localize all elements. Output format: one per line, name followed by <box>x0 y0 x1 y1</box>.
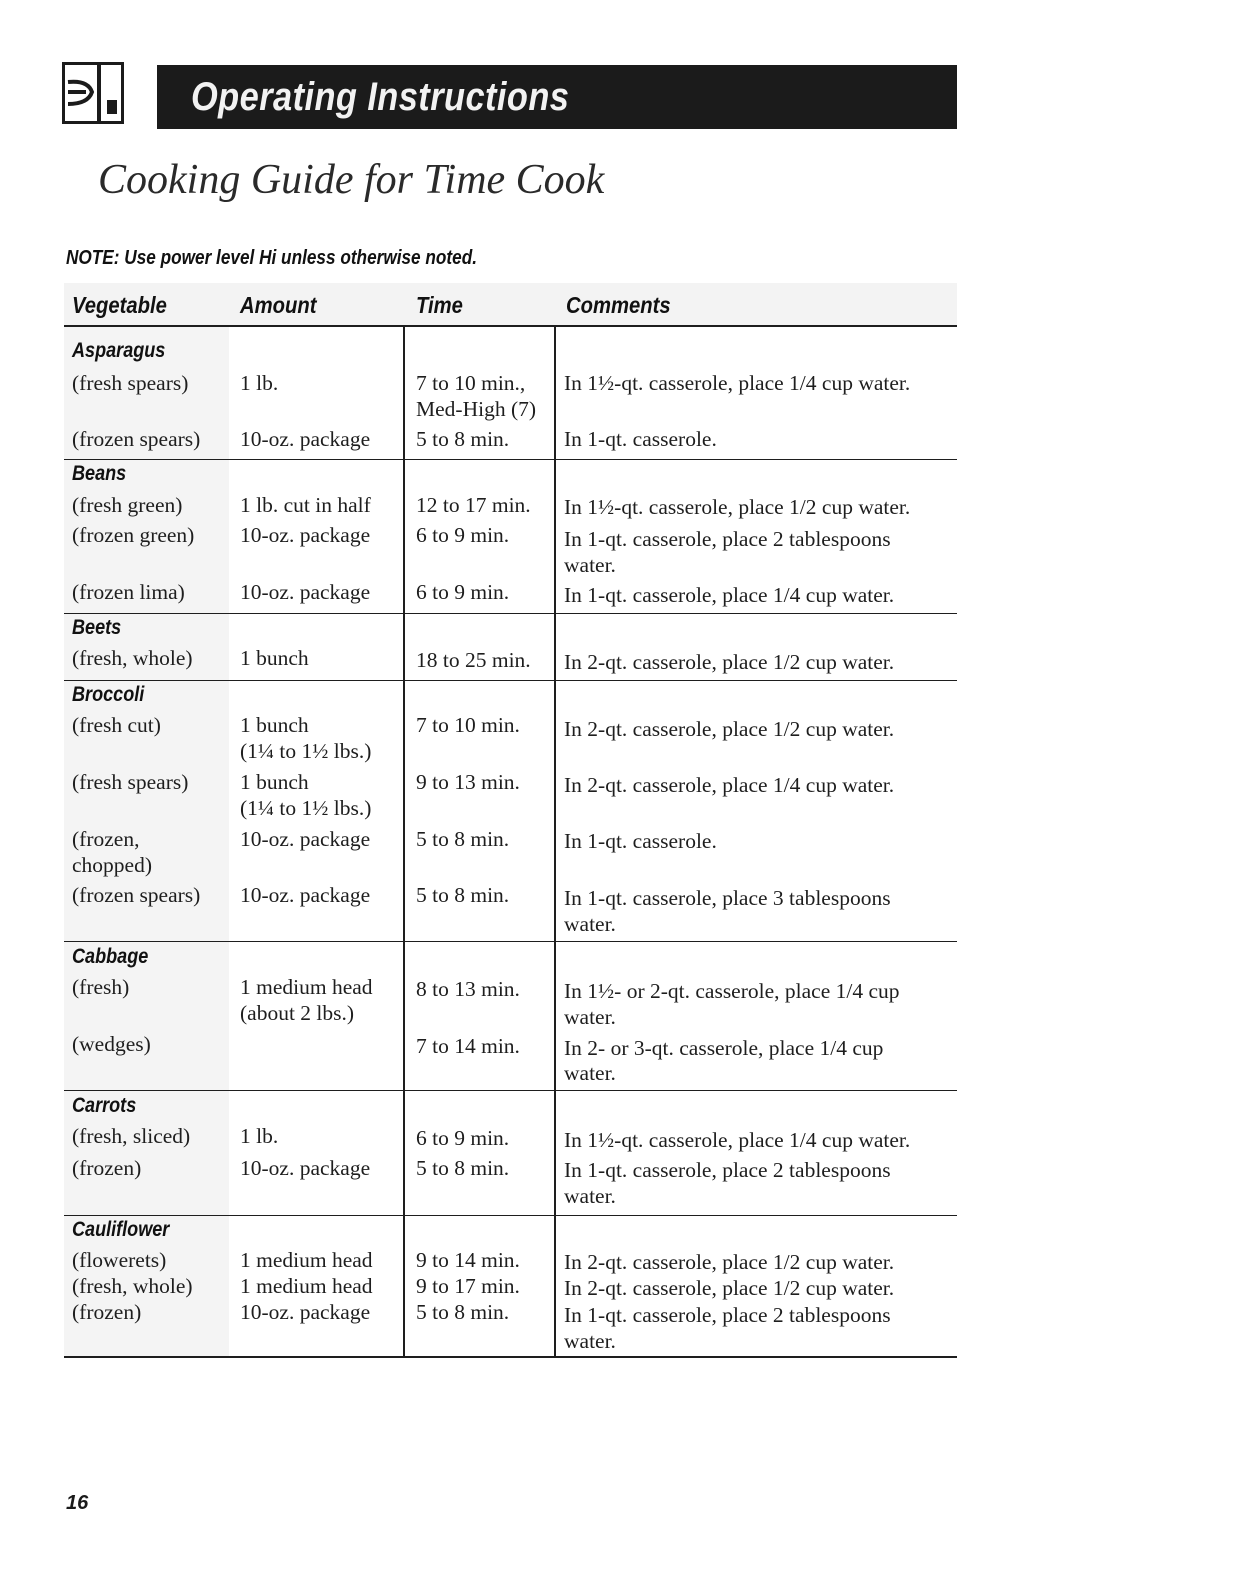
microwave-icon <box>62 62 124 124</box>
table-cell-comments: In 1-qt. casserole. <box>564 829 717 853</box>
table-cell-amount: 1 bunch <box>240 646 309 670</box>
table-cell-comments: In 2-qt. casserole, place 1/2 cup water. <box>564 1276 895 1300</box>
table-cell-amount: 10-oz. package <box>240 1156 371 1180</box>
table-cell-amount: 1 medium head <box>240 1274 373 1298</box>
table-cell-comments: In 1-qt. casserole. <box>564 427 717 451</box>
table-cell-vegetable: (frozen green) <box>72 523 195 547</box>
table-cell-comments: In 1½-qt. casserole, place 1/2 cup water. <box>564 495 911 519</box>
table-cell-vegetable: (fresh spears) <box>72 371 189 395</box>
table-cell-vegetable: (fresh spears) <box>72 770 189 794</box>
table-cell-comments: water. <box>564 553 616 577</box>
table-cell-vegetable: (frozen lima) <box>72 580 185 604</box>
table-cell-time: 5 to 8 min. <box>416 827 510 851</box>
column-rule-comments <box>554 327 556 1357</box>
table-cell-vegetable: (fresh, sliced) <box>72 1124 191 1148</box>
table-cell-amount: 10-oz. package <box>240 427 371 451</box>
section-label-carrots: Carrots <box>72 1094 137 1117</box>
table-cell-amount: 10-oz. package <box>240 523 371 547</box>
table-cell-comments: In 1-qt. casserole, place 2 tablespoons <box>564 1158 891 1182</box>
table-cell-vegetable: (fresh green) <box>72 493 183 517</box>
table-cell-amount: 10-oz. package <box>240 883 371 907</box>
section-label-cabbage: Cabbage <box>72 945 149 968</box>
table-cell-amount: (about 2 lbs.) <box>240 1001 355 1025</box>
section-rule <box>64 1215 957 1216</box>
table-cell-amount: (1¼ to 1½ lbs.) <box>240 739 372 763</box>
header-bar <box>157 65 957 129</box>
table-cell-amount: 1 lb. cut in half <box>240 493 371 517</box>
header-rule <box>64 325 957 327</box>
section-label-asparagus: Asparagus <box>72 339 166 362</box>
table-cell-comments: In 1-qt. casserole, place 1/4 cup water. <box>564 583 895 607</box>
table-cell-time: 7 to 10 min. <box>416 713 520 737</box>
section-rule <box>64 941 957 942</box>
table-cell-amount: 1 bunch <box>240 770 309 794</box>
table-cell-vegetable: (flowerets) <box>72 1248 167 1272</box>
column-header-vegetable: Vegetable <box>72 292 167 318</box>
table-cell-vegetable: (frozen spears) <box>72 427 201 451</box>
table-cell-comments: In 1-qt. casserole, place 2 tablespoons <box>564 527 891 551</box>
table-bottom-rule <box>64 1356 957 1358</box>
table-cell-vegetable: (frozen) <box>72 1156 142 1180</box>
section-rule <box>64 680 957 681</box>
table-cell-comments: water. <box>564 1329 616 1353</box>
table-cell-comments: In 1-qt. casserole, place 2 tablespoons <box>564 1303 891 1327</box>
column-header-time: Time <box>416 292 463 318</box>
section-rule <box>64 613 957 614</box>
table-cell-vegetable: (frozen, <box>72 827 140 851</box>
table-cell-amount: 10-oz. package <box>240 827 371 851</box>
table-cell-vegetable: chopped) <box>72 853 152 877</box>
note: NOTE: Use power level Hi unless otherwise noted. <box>66 247 477 269</box>
section-rule <box>64 459 957 460</box>
table-cell-amount: (1¼ to 1½ lbs.) <box>240 796 372 820</box>
table-cell-comments: In 1½- or 2-qt. casserole, place 1/4 cup <box>564 979 900 1003</box>
table-cell-amount: 1 medium head <box>240 975 373 999</box>
column-header-comments: Comments <box>566 292 671 318</box>
table-cell-time: 6 to 9 min. <box>416 523 510 547</box>
section-label-cauliflower: Cauliflower <box>72 1218 170 1241</box>
table-cell-comments: In 1-qt. casserole, place 3 tablespoons <box>564 886 891 910</box>
table-cell-time: 8 to 13 min. <box>416 977 520 1001</box>
table-cell-vegetable: (fresh cut) <box>72 713 161 737</box>
column-header-amount: Amount <box>240 292 317 318</box>
table-cell-time: 5 to 8 min. <box>416 1300 510 1324</box>
table-cell-vegetable: (wedges) <box>72 1032 151 1056</box>
table-cell-amount: 1 lb. <box>240 371 279 395</box>
table-cell-time: 5 to 8 min. <box>416 883 510 907</box>
table-cell-amount: 1 medium head <box>240 1248 373 1272</box>
table-cell-time: 5 to 8 min. <box>416 427 510 451</box>
section-label-beets: Beets <box>72 616 122 639</box>
table-cell-comments: water. <box>564 1061 616 1085</box>
table-cell-vegetable: (fresh, whole) <box>72 1274 193 1298</box>
table-cell-time: Med-High (7) <box>416 397 537 421</box>
table-cell-amount: 10-oz. package <box>240 1300 371 1324</box>
table-cell-time: 7 to 10 min., <box>416 371 526 395</box>
table-cell-amount: 1 lb. <box>240 1124 279 1148</box>
table-cell-comments: In 2- or 3-qt. casserole, place 1/4 cup <box>564 1036 884 1060</box>
table-cell-time: 9 to 13 min. <box>416 770 520 794</box>
table-cell-amount: 1 bunch <box>240 713 309 737</box>
table-cell-time: 18 to 25 min. <box>416 648 531 672</box>
table-cell-vegetable: (frozen spears) <box>72 883 201 907</box>
table-cell-time: 7 to 14 min. <box>416 1034 520 1058</box>
section-rule <box>64 1090 957 1091</box>
table-header-band <box>64 283 957 325</box>
table-cell-comments: water. <box>564 1005 616 1029</box>
table-cell-vegetable: (frozen) <box>72 1300 142 1324</box>
page-number: 16 <box>66 1492 89 1514</box>
table-cell-comments: water. <box>564 912 616 936</box>
table-cell-comments: water. <box>564 1184 616 1208</box>
table-cell-amount: 10-oz. package <box>240 580 371 604</box>
table-cell-comments: In 2-qt. casserole, place 1/2 cup water. <box>564 717 895 741</box>
table-cell-comments: In 2-qt. casserole, place 1/2 cup water. <box>564 650 895 674</box>
header-title: Operating Instructions <box>191 75 570 119</box>
table-cell-time: 9 to 17 min. <box>416 1274 520 1298</box>
table-cell-time: 6 to 9 min. <box>416 1126 510 1150</box>
table-cell-comments: In 2-qt. casserole, place 1/4 cup water. <box>564 773 895 797</box>
column-rule-time <box>403 327 405 1357</box>
table-cell-comments: In 2-qt. casserole, place 1/2 cup water. <box>564 1250 895 1274</box>
table-cell-comments: In 1½-qt. casserole, place 1/4 cup water. <box>564 371 911 395</box>
table-cell-vegetable: (fresh) <box>72 975 130 999</box>
table-cell-time: 9 to 14 min. <box>416 1248 520 1272</box>
table-cell-vegetable: (fresh, whole) <box>72 646 193 670</box>
table-cell-time: 12 to 17 min. <box>416 493 531 517</box>
table-cell-comments: In 1½-qt. casserole, place 1/4 cup water. <box>564 1128 911 1152</box>
section-label-beans: Beans <box>72 462 127 485</box>
section-label-broccoli: Broccoli <box>72 683 145 706</box>
page-title: Cooking Guide for Time Cook <box>98 157 605 203</box>
table-cell-time: 6 to 9 min. <box>416 580 510 604</box>
table-cell-time: 5 to 8 min. <box>416 1156 510 1180</box>
